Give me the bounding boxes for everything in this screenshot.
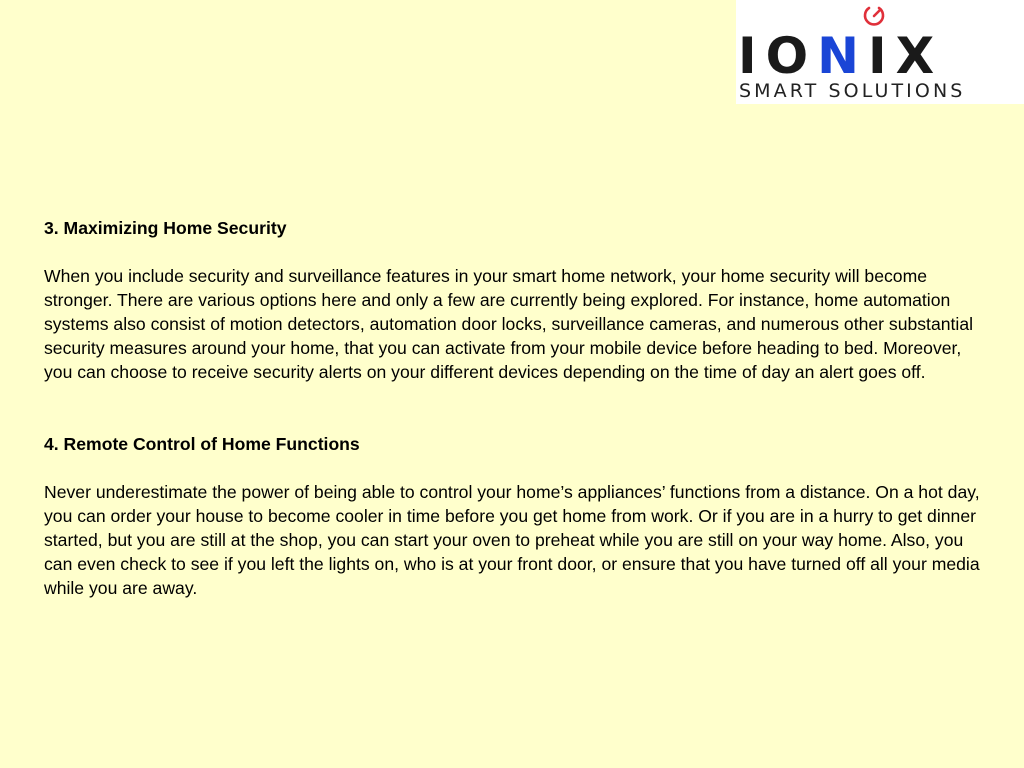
logo-wordmark-part: IX: [867, 27, 944, 85]
power-icon: [861, 2, 887, 28]
article-content: [44, 216, 992, 600]
section-heading: 4. Remote Control of Home Functions: [44, 434, 360, 454]
section-body: When you include security and surveillance features in your smart home network, your home security will become stronger. There are various options here and only a few are currently being explored. For instance, home automation systems also consist of motion detectors, automation door locks, surveillance cameras, and numerous other substantial security measures around your home, that you can activate from your mobile device before heading to bed. Moreover, you can choose to receive security alerts on your different devices depending on the time of day an alert goes off.: [44, 266, 974, 382]
logo-wordmark-accent: N: [817, 27, 868, 85]
logo-tagline: SMART SOLUTIONS: [739, 80, 966, 102]
logo-wordmark-part: IO: [738, 27, 818, 85]
logo-wordmark: [738, 27, 944, 85]
section-heading: 3. Maximizing Home Security: [44, 218, 287, 238]
section-body: Never underestimate the power of being able to control your home’s appliances’ functions from a distance. On a hot day, you can order your house to become cooler in time before you get home from work. Or if you are in a hurry to get dinner started, but you are still at the shop, you can start your oven to preheat while you are still on your way home. Also, you can even check to see if you left the lights on, who is at your front door, or ensure that you have turned off all your media while you are away.: [44, 482, 980, 598]
